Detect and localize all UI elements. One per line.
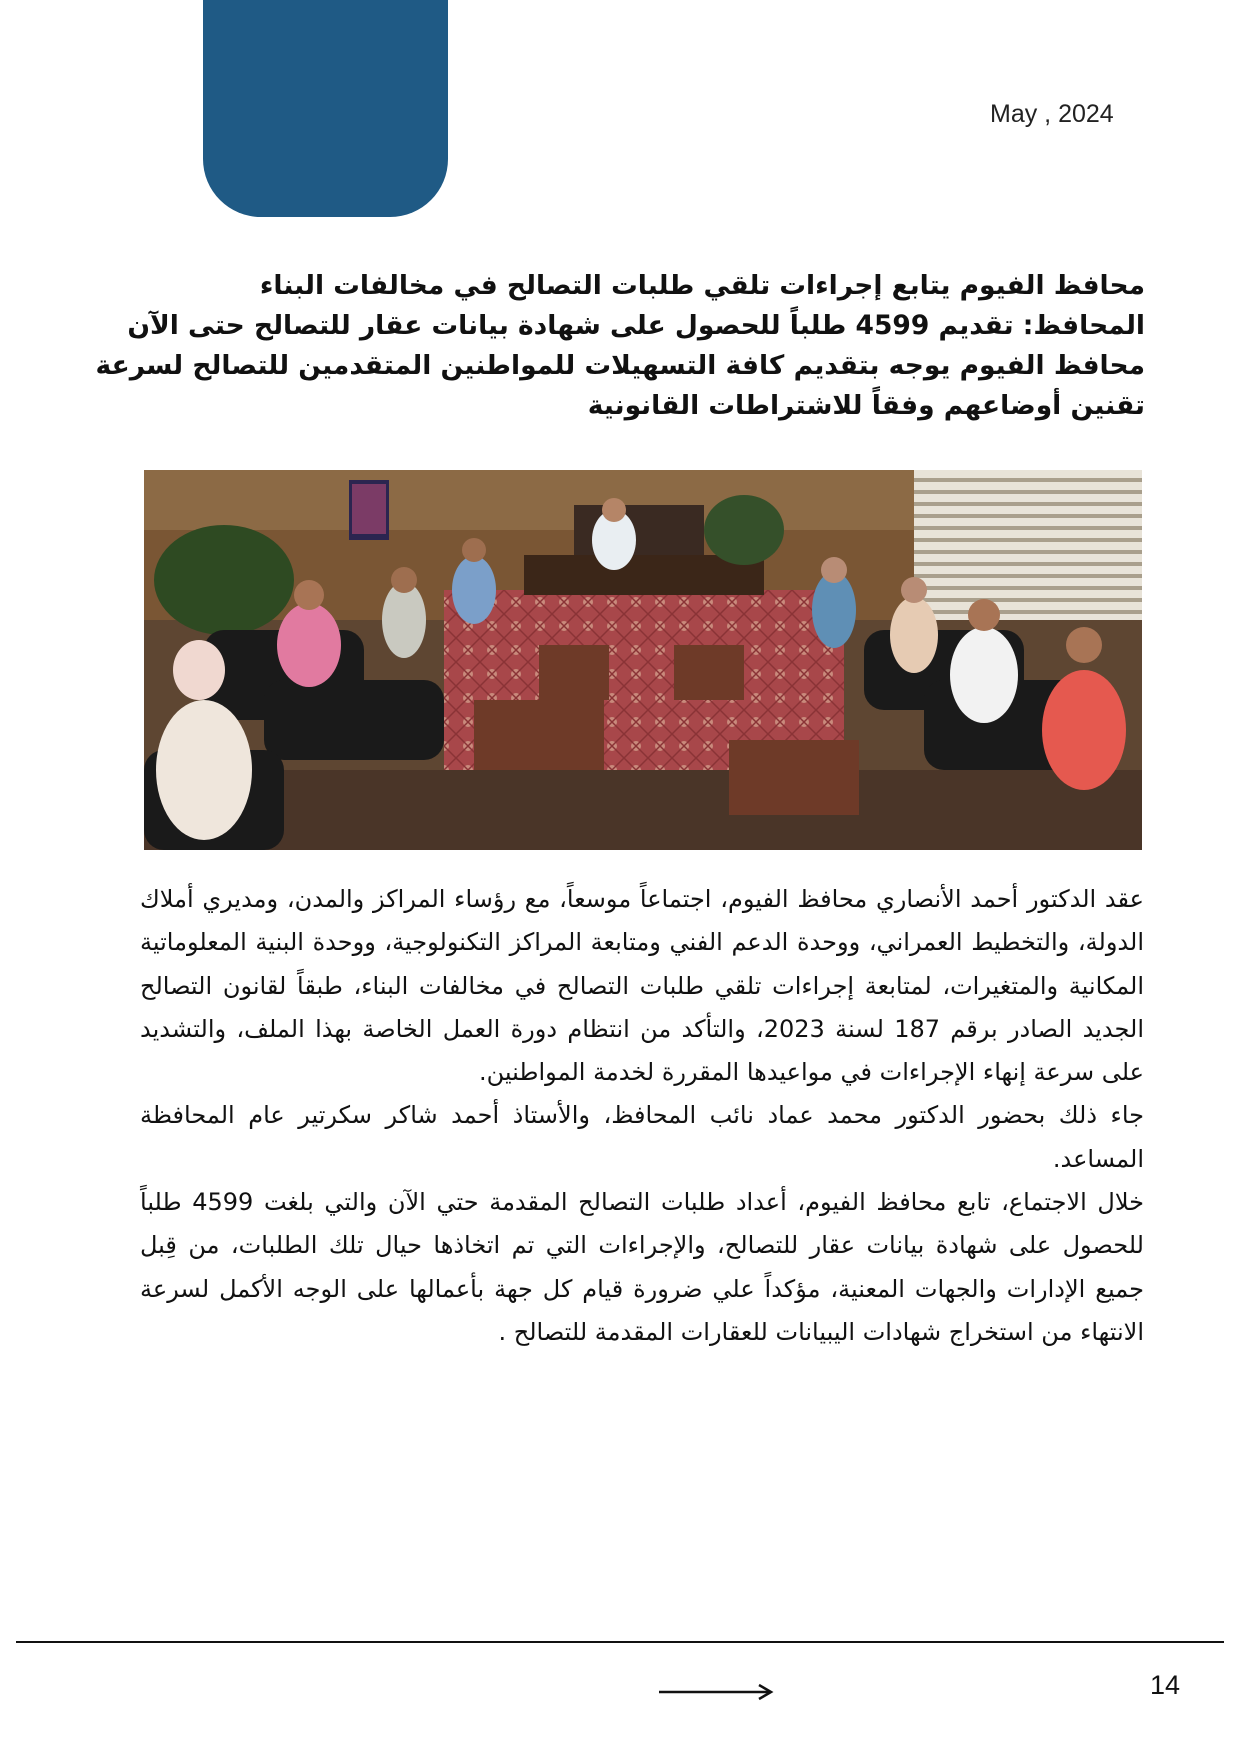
headline-line: المحافظ: تقديم 4599 طلباً للحصول على شهادة بيانات عقار للتصالح حتى الآن [127,310,1145,341]
article-paragraph: خلال الاجتماع، تابع محافظ الفيوم، أعداد طلبات التصالح المقدمة حتي الآن والتي بلغت 4599 طلباً للحصول على شهادة بيانات عقار للتصالح، والإجراءات التي تم اتخاذها حيال تلك الطلبات، من قِبل جميع الإدارات والجهات المعنية، مؤكداً علي ضرورة قيام كل جهة بأعمالها على الوجه الأكمل لسرعة الانتهاء من استخراج شهادات اليبيانات للعقارات المقدمة للتصالح . [140,1188,1144,1346]
page-number: 14 [1150,1670,1181,1700]
headline-line: محافظ الفيوم يتابع إجراءات تلقي طلبات التصالح في مخالفات البناء [259,270,1145,301]
footer-divider [16,1641,1224,1643]
article-paragraph: جاء ذلك بحضور الدكتور محمد عماد نائب المحافظ، والأستاذ أحمد شاكر سكرتير عام المحافظة المساعد. [140,1101,1144,1173]
headline-line: تقنين أوضاعهم وفقاً للاشتراطات القانونية [587,390,1145,421]
meeting-photo [144,470,1142,850]
arrow-right-icon [657,1682,775,1702]
issue-date: May , 2024 [990,100,1114,128]
article-paragraph: عقد الدكتور أحمد الأنصاري محافظ الفيوم، اجتماعاً موسعاً، مع رؤساء المراكز والمدن، ومديري أملاك الدولة، والتخطيط العمراني، ووحدة الدعم الفني ومتابعة المراكز التكنولوجية، ووحدة البنية المعلوماتية المكانية والمتغيرات، لمتابعة إجراءات تلقي طلبات التصالح في مخالفات البناء، طبقاً لقانون التصالح الجديد الصادر برقم 187 لسنة 2023، والتأكد من انتظام دورة العمل الخاصة بهذا الملف، والتشديد على سرعة إنهاء الإجراءات في مواعيدها المقررة لخدمة المواطنين. [140,885,1144,1087]
article-body [140,878,1144,1354]
headline-line: محافظ الفيوم يوجه بتقديم كافة التسهيلات للمواطنين المتقدمين للتصالح لسرعة [95,350,1145,381]
header-accent-block [203,0,448,217]
article-headline [95,266,1145,426]
